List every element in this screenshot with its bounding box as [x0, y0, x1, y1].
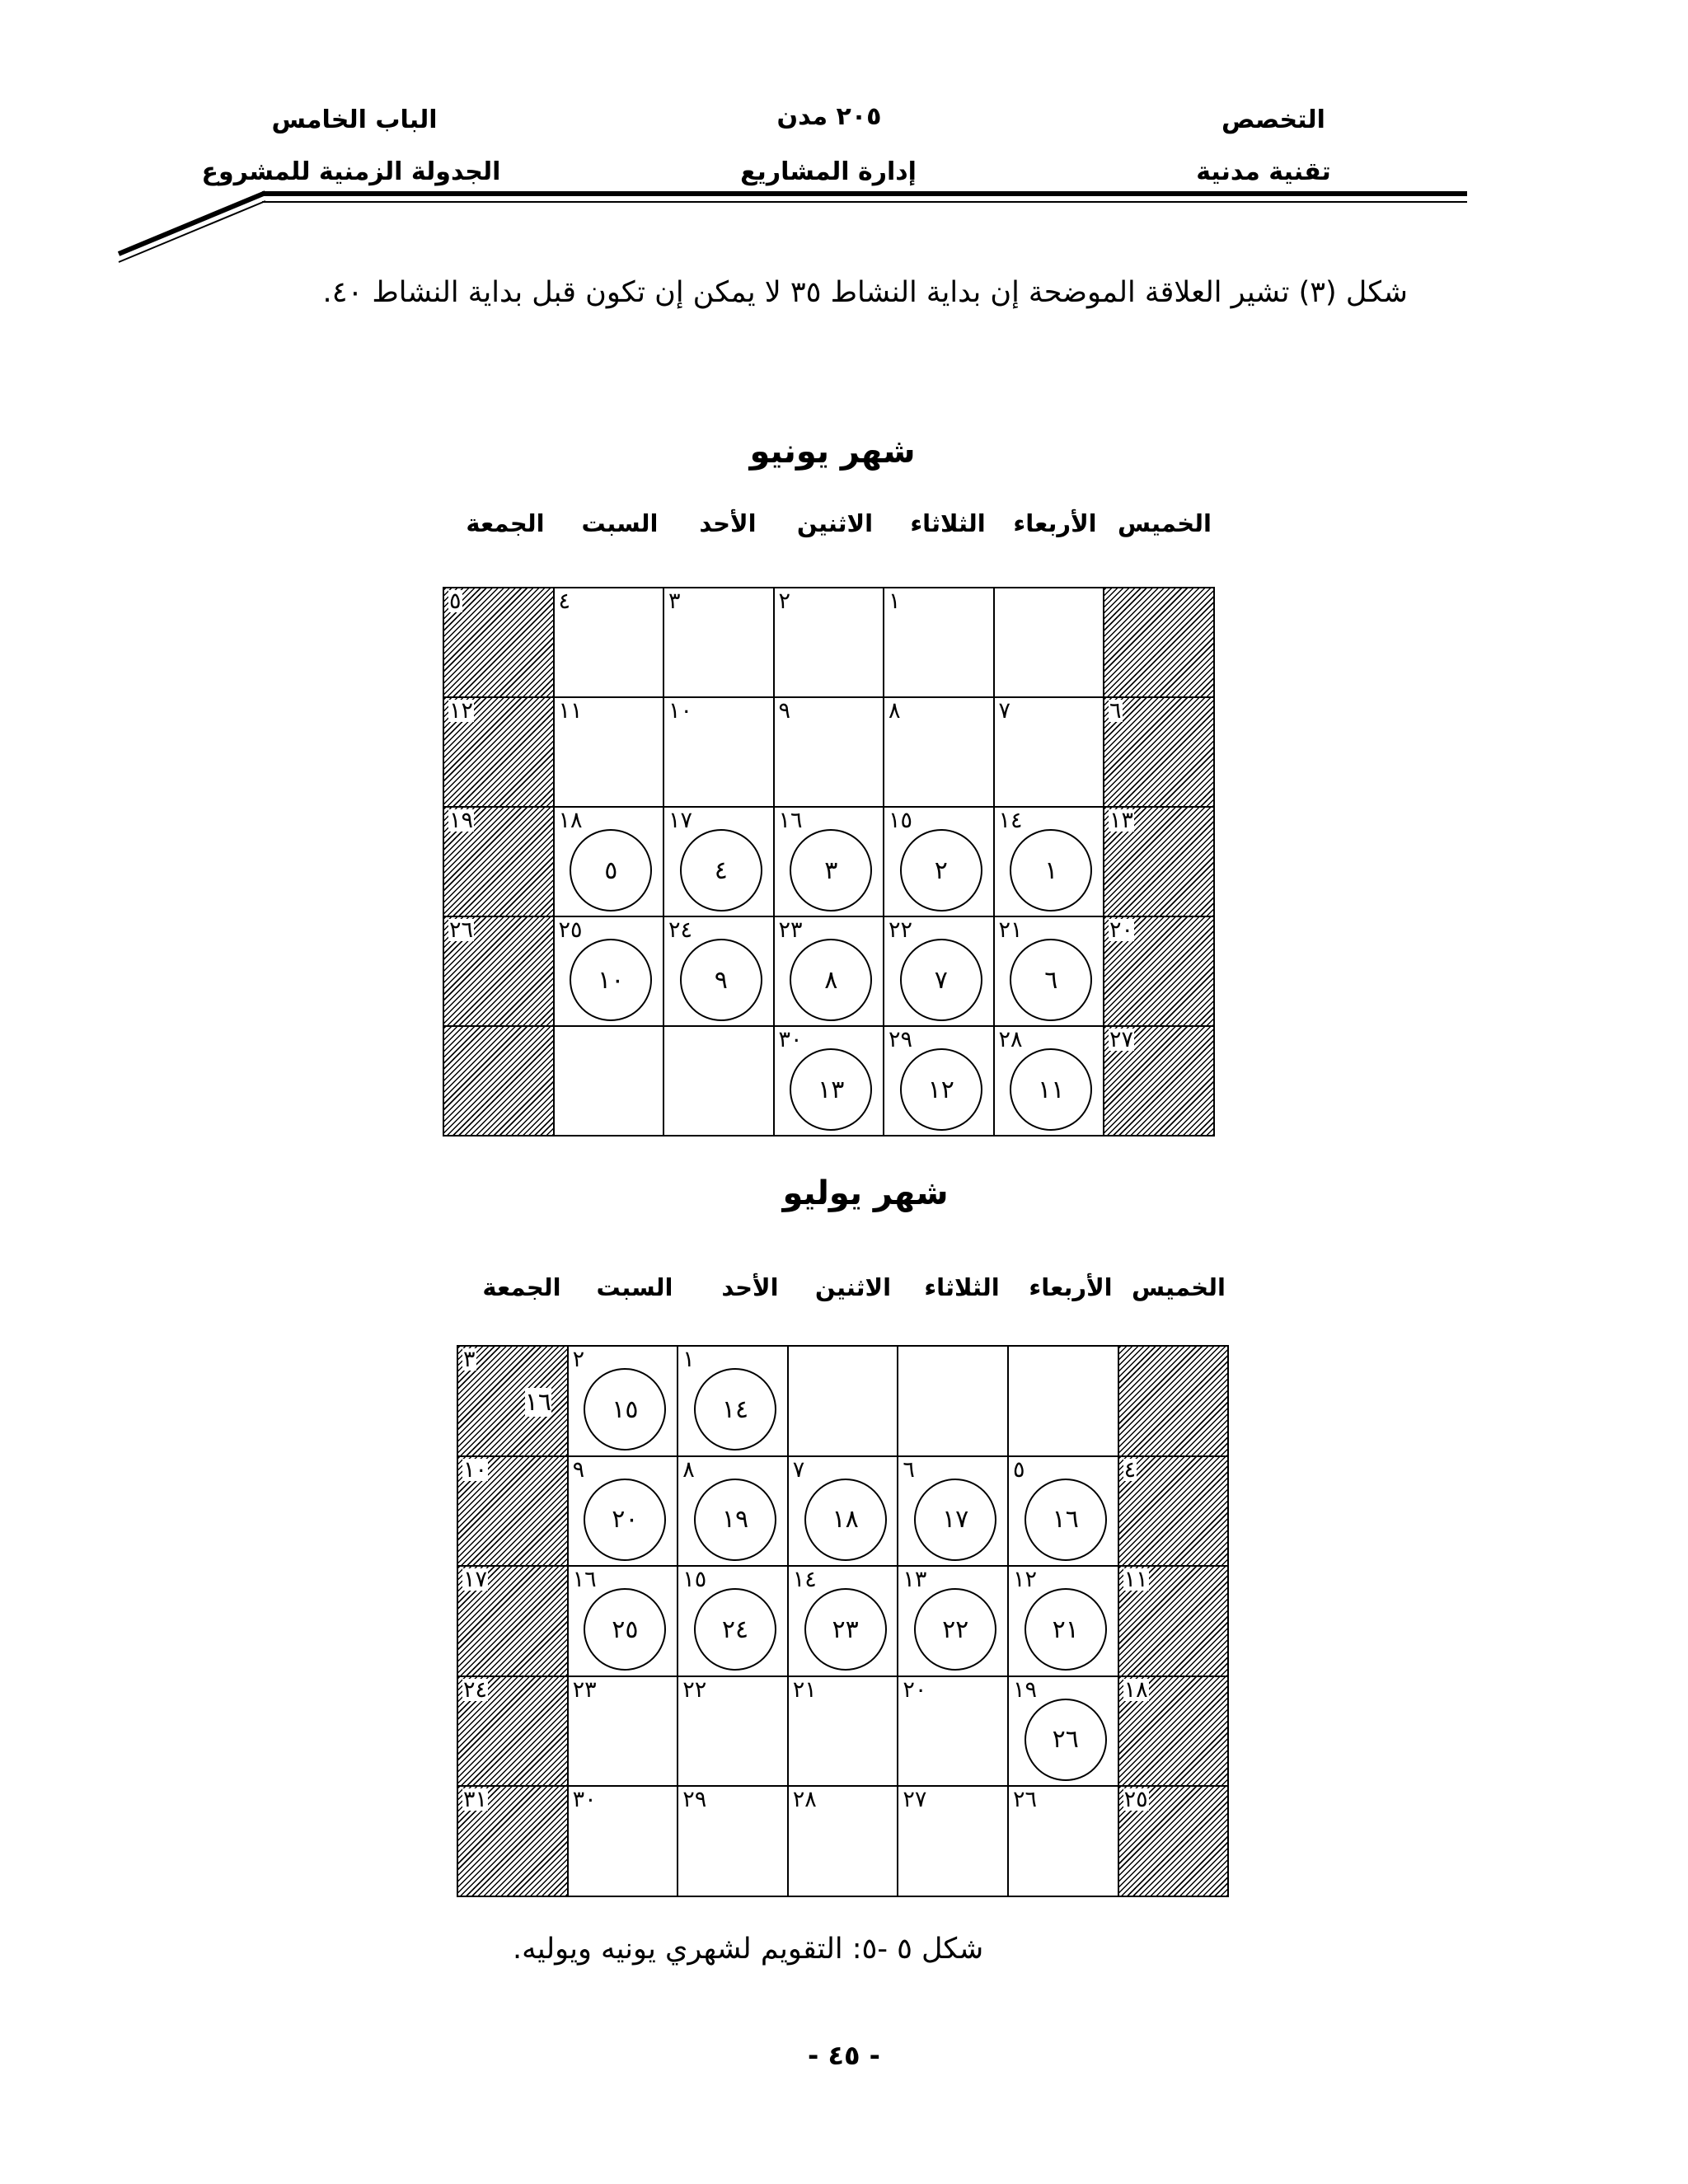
calendar-cell — [457, 1565, 569, 1677]
calendar-cell — [553, 916, 665, 1027]
activity-circle — [1010, 1048, 1092, 1131]
day-number: ١٦ — [572, 1567, 597, 1592]
weekday-header: الجمعة — [466, 509, 545, 537]
day-number: ٢٢ — [889, 917, 913, 943]
calendar-cell — [773, 696, 885, 808]
header-chapter-title: الجدولة الزمنية للمشروع — [201, 157, 501, 186]
activity-circle — [694, 1479, 776, 1561]
activity-number: ١٤ — [721, 1394, 749, 1424]
calendar-cell — [1103, 806, 1215, 917]
calendar-cell — [443, 1025, 555, 1137]
calendar-cell — [897, 1345, 1009, 1457]
calendar-cell — [773, 916, 885, 1027]
activity-circle — [914, 1479, 996, 1561]
activity-circle — [1025, 1699, 1107, 1781]
weekday-header: الخميس — [1117, 509, 1212, 537]
activity-number: ١٢ — [927, 1075, 954, 1104]
calendar-cell — [787, 1675, 899, 1788]
activity-circle — [570, 829, 652, 912]
calendar-cell — [773, 587, 885, 698]
day-number: ٥ — [1013, 1456, 1025, 1483]
day-number: ٧ — [792, 1456, 805, 1483]
day-number: ١ — [682, 1347, 695, 1372]
day-number: ٢٨ — [792, 1787, 817, 1812]
day-number: ١٦ — [778, 808, 803, 833]
calendar-cell — [663, 1025, 775, 1137]
day-number: ٣ — [463, 1347, 476, 1372]
calendar-cell — [1007, 1455, 1119, 1568]
day-number: ٧ — [998, 698, 1011, 724]
activity-number: ٢٠ — [612, 1505, 639, 1534]
header-rule-slant — [115, 188, 272, 270]
weekday-header: الخميس — [1131, 1273, 1226, 1301]
calendar-cell — [457, 1455, 569, 1568]
activity-number: ١٦ — [1052, 1505, 1079, 1534]
activity-circle — [694, 1368, 776, 1451]
day-number: ١٠ — [668, 698, 693, 724]
day-number: ٢٠ — [903, 1676, 927, 1703]
day-number: ٢٤ — [668, 917, 693, 943]
calendar-cell — [567, 1345, 679, 1457]
page-number: - ٤٥ - — [808, 2040, 880, 2071]
activity-circle — [680, 939, 762, 1021]
day-number: ٢ — [572, 1347, 585, 1372]
day-number: ١٠ — [463, 1456, 488, 1483]
day-number: ١ — [889, 588, 901, 614]
calendar-cell — [567, 1675, 679, 1788]
calendar-cell — [443, 806, 555, 917]
day-number: ١٢ — [1013, 1567, 1038, 1592]
activity-circle — [790, 829, 872, 912]
calendar-cell — [1103, 916, 1215, 1027]
activity-number: ٢١ — [1052, 1615, 1079, 1644]
calendar-cell — [553, 806, 665, 917]
weekday-header: الأربعاء — [1029, 1273, 1113, 1301]
activity-number: ٧ — [934, 965, 948, 995]
activity-circle — [584, 1368, 666, 1451]
activity-circle — [694, 1588, 776, 1671]
day-number: ٩ — [778, 698, 791, 724]
activity-circle — [914, 1588, 996, 1671]
activity-number: ٢٤ — [721, 1615, 749, 1644]
cell-note: ١٦ — [524, 1388, 552, 1417]
calendar-cell — [993, 587, 1105, 698]
day-number: ٦ — [1109, 698, 1122, 724]
day-number: ٢٣ — [778, 917, 803, 943]
day-number: ٢٥ — [558, 917, 583, 943]
activity-number: ٢٢ — [942, 1615, 969, 1644]
weekday-header: السبت — [596, 1273, 673, 1301]
day-number: ١٥ — [682, 1567, 707, 1592]
day-number: ٢٧ — [903, 1787, 927, 1812]
weekday-header: الجمعة — [482, 1273, 561, 1301]
activity-number: ٨ — [824, 965, 838, 995]
calendar-cell — [993, 806, 1105, 917]
calendar-cell — [677, 1345, 789, 1457]
calendar-cell — [1118, 1565, 1230, 1677]
activity-circle — [790, 1048, 872, 1131]
activity-number: ١٥ — [612, 1394, 639, 1424]
figure-caption: شكل ٥ -٥: التقويم لشهري يونيه ويوليه. — [513, 1933, 984, 1966]
activity-number: ٥ — [604, 855, 618, 885]
day-number: ٢١ — [792, 1676, 817, 1703]
calendar-cell — [1103, 1025, 1215, 1137]
calendar-cell — [443, 916, 555, 1027]
header-specialty-value: تقنية مدنية — [1196, 157, 1331, 186]
day-number: ١٤ — [998, 808, 1023, 833]
calendar-cell — [1007, 1785, 1119, 1897]
month-title: شهر يونيو — [749, 433, 916, 471]
calendar-cell — [1007, 1675, 1119, 1788]
header-course-code: ٢٠٥ مدن — [776, 102, 882, 131]
day-number: ٢٦ — [1013, 1787, 1038, 1812]
header-rule-thick — [262, 191, 1467, 196]
day-number: ١٤ — [792, 1567, 817, 1592]
day-number: ٣٠ — [778, 1027, 803, 1052]
activity-number: ٢ — [934, 855, 948, 885]
calendar-cell — [897, 1785, 1009, 1897]
calendar-cell — [1007, 1345, 1119, 1457]
day-number: ٢٧ — [1109, 1027, 1134, 1052]
day-number: ٨ — [889, 698, 901, 724]
day-number: ٢٨ — [998, 1027, 1023, 1052]
activity-number: ١٠ — [598, 965, 625, 995]
day-number: ١١ — [558, 698, 583, 724]
weekday-header: الثلاثاء — [924, 1273, 1000, 1301]
calendar-cell — [1103, 696, 1215, 808]
calendar-cell — [553, 1025, 665, 1137]
month-title: شهر يوليو — [782, 1174, 949, 1212]
calendar-cell — [1103, 587, 1215, 698]
calendar-cell — [787, 1345, 899, 1457]
calendar-cell — [677, 1785, 789, 1897]
day-number: ٢٦ — [449, 917, 474, 943]
day-number: ٣١ — [463, 1787, 488, 1812]
activity-number: ١٧ — [942, 1505, 969, 1534]
activity-circle — [584, 1479, 666, 1561]
calendar-cell — [443, 587, 555, 698]
weekday-header: الثلاثاء — [910, 509, 986, 537]
day-number: ٢٣ — [572, 1676, 597, 1703]
weekday-header: الأربعاء — [1013, 509, 1097, 537]
calendar-cell — [897, 1455, 1009, 1568]
day-number: ١٩ — [449, 808, 474, 833]
calendar-cell — [663, 806, 775, 917]
activity-circle — [900, 1048, 982, 1131]
activity-circle — [1010, 939, 1092, 1021]
calendar-cell — [993, 1025, 1105, 1137]
calendar-cell — [677, 1455, 789, 1568]
calendar-cell — [773, 1025, 885, 1137]
day-number: ٢٩ — [889, 1027, 913, 1052]
activity-number: ١ — [1044, 855, 1058, 885]
day-number: ٢٩ — [682, 1787, 707, 1812]
activity-circle — [1010, 829, 1092, 912]
activity-circle — [804, 1479, 887, 1561]
calendar-cell — [1118, 1455, 1230, 1568]
day-number: ٣٠ — [572, 1787, 597, 1812]
activity-number: ٢٥ — [612, 1615, 639, 1644]
activity-number: ١٩ — [721, 1505, 749, 1534]
calendar-cell — [663, 587, 775, 698]
day-number: ١٨ — [1123, 1676, 1148, 1703]
calendar-cell — [567, 1565, 679, 1677]
day-number: ٨ — [682, 1456, 695, 1483]
day-number: ٢٠ — [1109, 917, 1134, 943]
day-number: ٣ — [668, 588, 681, 614]
calendar-cell — [1118, 1785, 1230, 1897]
activity-circle — [680, 829, 762, 912]
calendar-cell — [993, 696, 1105, 808]
calendar-cell — [663, 916, 775, 1027]
weekday-header: الأحد — [721, 1273, 779, 1301]
calendar-cell — [787, 1785, 899, 1897]
weekday-header: الأحد — [699, 509, 757, 537]
calendar-cell — [897, 1675, 1009, 1788]
weekday-header: السبت — [581, 509, 659, 537]
activity-number: ٤ — [714, 855, 728, 885]
calendar-cell — [677, 1675, 789, 1788]
calendar-cell — [553, 696, 665, 808]
calendar-cell — [457, 1785, 569, 1897]
activity-number: ٢٦ — [1052, 1725, 1079, 1754]
day-number: ١٥ — [889, 808, 913, 833]
day-number: ٢ — [778, 588, 791, 614]
day-number: ١٩ — [1013, 1676, 1038, 1703]
calendar-cell — [787, 1455, 899, 1568]
day-number: ٥ — [449, 588, 462, 614]
day-number: ٢٢ — [682, 1676, 707, 1703]
activity-circle — [790, 939, 872, 1021]
calendar-cell — [457, 1345, 569, 1457]
activity-circle — [1025, 1588, 1107, 1671]
day-number: ٢١ — [998, 917, 1023, 943]
day-number: ١٢ — [449, 698, 474, 724]
day-number: ١٨ — [558, 808, 583, 833]
activity-number: ١٨ — [832, 1505, 859, 1534]
day-number: ٤ — [558, 588, 571, 614]
intro-paragraph: شكل (٣) تشير العلاقة الموضحة إن بداية النشاط ٣٥ لا يمكن إن تكون قبل بداية النشاط ٤٠. — [322, 276, 1408, 309]
header-rule-thin — [262, 201, 1467, 203]
day-number: ١٧ — [463, 1567, 488, 1592]
calendar-cell — [883, 587, 995, 698]
calendar-cell — [897, 1565, 1009, 1677]
activity-number: ١١ — [1038, 1075, 1065, 1104]
calendar-cell — [663, 696, 775, 808]
calendar-cell — [993, 916, 1105, 1027]
activity-circle — [570, 939, 652, 1021]
calendar-cell — [567, 1455, 679, 1568]
calendar-cell — [677, 1565, 789, 1677]
day-number: ١٧ — [668, 808, 693, 833]
day-number: ٩ — [572, 1456, 585, 1483]
activity-circle — [1025, 1479, 1107, 1561]
activity-number: ٢٣ — [832, 1615, 859, 1644]
day-number: ١١ — [1123, 1567, 1148, 1592]
day-number: ٢٤ — [463, 1676, 488, 1703]
activity-circle — [900, 829, 982, 912]
calendar-cell — [443, 696, 555, 808]
calendar-cell — [883, 806, 995, 917]
day-number: ٤ — [1123, 1456, 1137, 1483]
calendar-cell — [883, 696, 995, 808]
day-number: ٦ — [903, 1456, 915, 1483]
header-specialty-label: التخصص — [1221, 105, 1325, 134]
header-course-title: إدارة المشاريع — [740, 157, 917, 186]
weekday-header: الاثنين — [796, 509, 874, 537]
calendar-cell — [883, 916, 995, 1027]
header-chapter-label: الباب الخامس — [271, 105, 438, 134]
weekday-header: الاثنين — [814, 1273, 892, 1301]
calendar-cell — [883, 1025, 995, 1137]
activity-circle — [804, 1588, 887, 1671]
calendar-cell — [773, 806, 885, 917]
activity-number: ٩ — [714, 965, 728, 995]
calendar-cell — [1007, 1565, 1119, 1677]
calendar-cell — [553, 587, 665, 698]
activity-number: ١٣ — [818, 1075, 845, 1104]
day-number: ٢٥ — [1123, 1787, 1148, 1812]
activity-circle — [584, 1588, 666, 1671]
activity-number: ٦ — [1044, 965, 1058, 995]
calendar-cell — [567, 1785, 679, 1897]
calendar-cell — [1118, 1345, 1230, 1457]
activity-circle — [900, 939, 982, 1021]
calendar-cell — [457, 1675, 569, 1788]
activity-number: ٣ — [824, 855, 838, 885]
day-number: ١٣ — [1109, 808, 1134, 833]
day-number: ١٣ — [903, 1567, 927, 1592]
calendar-cell — [787, 1565, 899, 1677]
calendar-cell — [1118, 1675, 1230, 1788]
